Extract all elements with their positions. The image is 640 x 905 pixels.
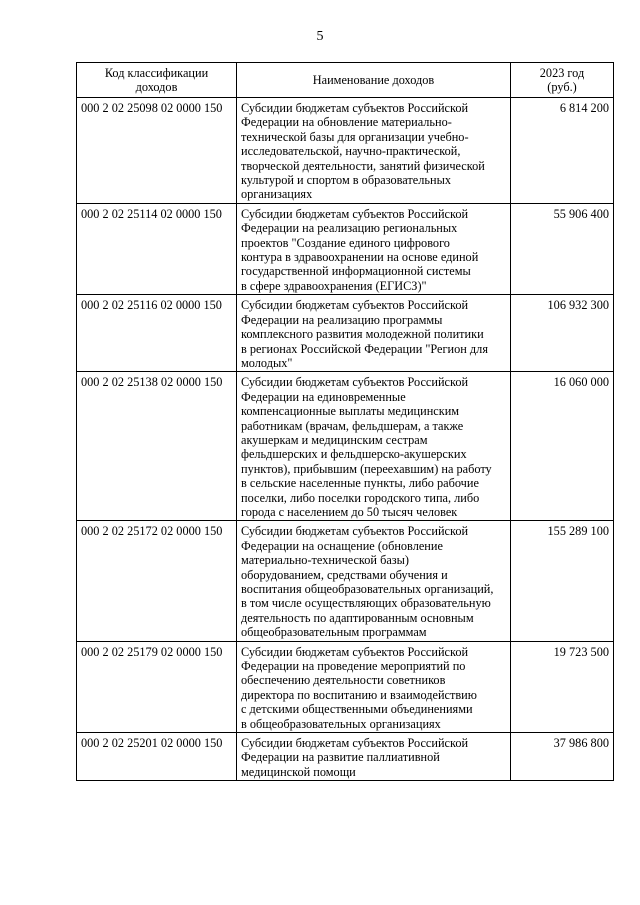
income-name-line: Субсидии бюджетам субъектов Российской	[241, 101, 469, 115]
income-amount: 106 932 300	[511, 295, 614, 372]
income-name-line: Федерации на реализацию региональных	[241, 221, 458, 236]
income-name-line: медицинской помощи	[241, 764, 356, 779]
table-row	[77, 203, 614, 294]
income-name-line: исследовательской, научно-практической,	[241, 144, 461, 159]
table-row	[77, 733, 614, 781]
header-name	[237, 63, 511, 98]
income-name	[237, 733, 511, 781]
table-row	[77, 295, 614, 372]
income-name	[237, 203, 511, 294]
income-name-line: Федерации на проведение мероприятий по	[241, 659, 466, 674]
income-name-line: акушеркам и медицинским сестрам	[241, 432, 428, 447]
income-name-line: комплексного развития молодежной политики	[241, 327, 484, 342]
header-amount-line: (руб.)	[547, 80, 577, 94]
header-code	[77, 63, 237, 98]
income-amount: 6 814 200	[511, 98, 614, 204]
income-name-line: в общеобразовательных организациях	[241, 716, 441, 731]
income-name-line: обеспечению деятельности советников	[241, 673, 446, 688]
income-code: 000 2 02 25098 02 0000 150	[77, 98, 237, 204]
income-name-line: поселки, либо поселки городского типа, либо	[241, 490, 480, 505]
income-name-line: Субсидии бюджетам субъектов Российской	[241, 736, 469, 751]
income-name	[237, 98, 511, 204]
income-name	[237, 521, 511, 641]
header-amount	[511, 63, 614, 98]
income-name-line: Субсидии бюджетам субъектов Российской	[241, 298, 469, 313]
income-name	[237, 295, 511, 372]
income-name-line: Федерации на единовременные	[241, 389, 406, 404]
income-name-line: директора по воспитанию и взаимодействию	[241, 687, 477, 702]
income-name-line: Федерации на развитие паллиативной	[241, 750, 440, 765]
table-header-row	[77, 63, 614, 98]
table-row	[77, 641, 614, 732]
header-name-line: Наименование доходов	[312, 72, 435, 87]
income-name-line: культурой и спортом в образовательных	[241, 173, 451, 188]
income-name-line: в регионах Российской Федерации "Регион для	[241, 341, 488, 356]
income-name	[237, 372, 511, 521]
income-name-line: Субсидии бюджетам субъектов Российской	[241, 375, 469, 390]
income-code: 000 2 02 25138 02 0000 150	[77, 372, 237, 521]
income-name	[237, 641, 511, 732]
income-name-line: организациях	[241, 187, 313, 202]
income-name-line: материально-технической базы)	[241, 553, 410, 568]
income-name-line: в том числе осуществляющих образовательную	[241, 596, 491, 611]
income-name-line: Федерации на обновление материально-	[241, 115, 452, 130]
page-number: 5	[316, 29, 324, 44]
income-name-line: контура в здравоохранении на основе единой	[241, 250, 479, 265]
header-code-line: Код классификации	[104, 65, 209, 80]
income-name-line: проектов "Создание единого цифрового	[241, 235, 450, 250]
income-name-line: воспитания общеобразовательных организаций,	[241, 582, 494, 596]
income-amount: 55 906 400	[511, 203, 614, 294]
table-body	[77, 98, 614, 781]
income-code: 000 2 02 25172 02 0000 150	[77, 521, 237, 641]
income-name-line: Субсидии бюджетам субъектов Российской	[241, 524, 469, 539]
income-name-line: деятельность по адаптированным основным	[241, 610, 474, 625]
income-amount: 16 060 000	[511, 372, 614, 521]
income-name-line: компенсационные выплаты медицинским	[241, 404, 460, 419]
table-row	[77, 98, 614, 204]
income-name-line: работникам (врачам, фельдшерам, а также	[241, 418, 464, 433]
revenue-table	[76, 62, 614, 781]
income-name-line: Субсидии бюджетам субъектов Российской	[241, 206, 469, 221]
income-name-line: молодых"	[241, 355, 293, 370]
income-amount: 37 986 800	[511, 733, 614, 781]
income-name-line: в сфере здравоохранения (ЕГИСЗ)"	[241, 278, 427, 293]
income-name-line: Федерации на оснащение (обновление	[241, 538, 443, 553]
income-name-line: общеобразовательным программам	[241, 625, 427, 640]
income-code: 000 2 02 25179 02 0000 150	[77, 641, 237, 732]
table-row	[77, 372, 614, 521]
header-amount-line: 2023 год	[539, 65, 585, 80]
income-name-line: пунктов), прибывшим (переехавшим) на работу	[241, 461, 492, 476]
income-name-line: Субсидии бюджетам субъектов Российской	[241, 644, 469, 659]
income-name-line: технической базы для организации учебно-	[241, 129, 469, 144]
income-name-line: города с населением до 50 тысяч человек	[241, 504, 458, 519]
income-code: 000 2 02 25116 02 0000 150	[77, 295, 237, 372]
income-name-line: государственной информационной системы	[241, 264, 471, 279]
income-name-line: в сельские населенные пункты, либо рабочие	[241, 476, 479, 491]
table-row	[77, 521, 614, 641]
income-amount: 155 289 100	[511, 521, 614, 641]
income-name-line: с детскими общественными объединениями	[241, 702, 473, 717]
income-name-line: Федерации на реализацию программы	[241, 312, 443, 327]
income-name-line: творческой деятельности, занятий физической	[241, 158, 485, 173]
income-name-line: оборудованием, средствами обучения и	[241, 567, 448, 582]
income-code: 000 2 02 25114 02 0000 150	[77, 203, 237, 294]
income-name-line: фельдшерских и фельдшерско-акушерских	[241, 447, 467, 462]
income-code: 000 2 02 25201 02 0000 150	[77, 733, 237, 781]
header-code-line: доходов	[135, 80, 178, 94]
income-amount: 19 723 500	[511, 641, 614, 732]
